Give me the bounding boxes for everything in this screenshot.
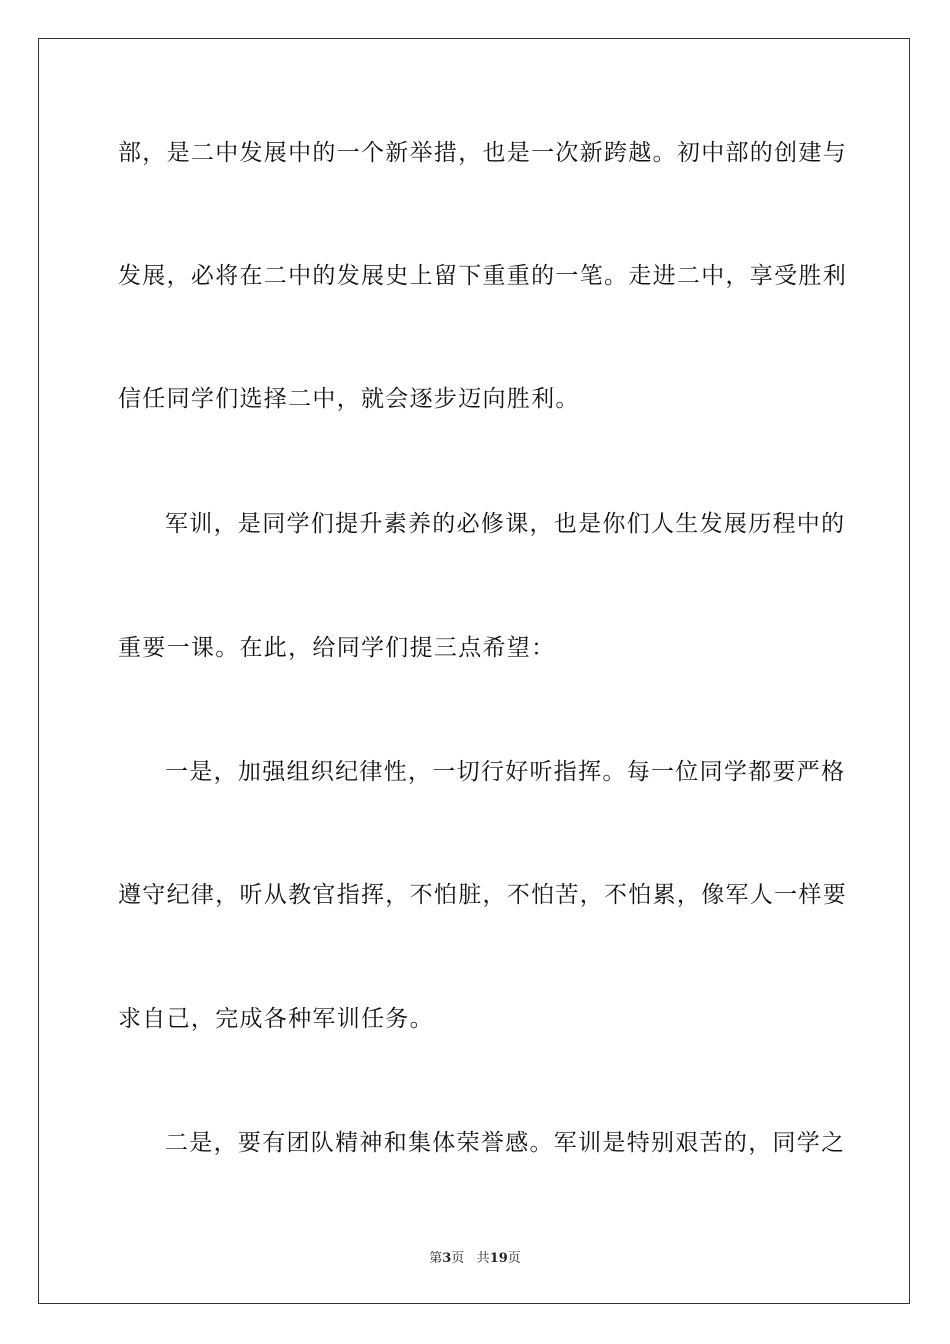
body-line-5: 重要一课。在此，给同学们提三点希望：: [118, 635, 556, 661]
body-line-3: 信任同学们选择二中，就会逐步迈向胜利。: [118, 386, 580, 412]
body-line-2: 发展，必将在二中的发展史上留下重重的一笔。走进二中，享受胜利: [118, 263, 847, 289]
page-footer: [0, 1247, 950, 1266]
total-unit: 页: [507, 1251, 521, 1266]
page-border: [38, 38, 910, 1304]
page-current: 3: [442, 1251, 452, 1266]
total-prefix: 共: [476, 1251, 490, 1266]
body-line-9: 二是，要有团队精神和集体荣誉感。军训是特别艰苦的，同学之: [165, 1130, 846, 1156]
body-line-1: 部，是二中发展中的一个新举措，也是一次新跨越。初中部的创建与: [118, 140, 847, 166]
body-line-6: 一是，加强组织纪律性，一切行好听指挥。每一位同学都要严格: [165, 759, 846, 785]
page-prefix: 第: [429, 1251, 443, 1266]
body-line-7: 遵守纪律，听从教官指挥，不怕脏，不怕苦，不怕累，像军人一样要: [118, 882, 847, 908]
body-line-8: 求自己，完成各种军训任务。: [118, 1006, 434, 1032]
page-total: 19: [489, 1251, 508, 1266]
page-unit: 页: [451, 1251, 465, 1266]
body-line-4: 军训，是同学们提升素养的必修课，也是你们人生发展历程中的: [165, 511, 846, 537]
